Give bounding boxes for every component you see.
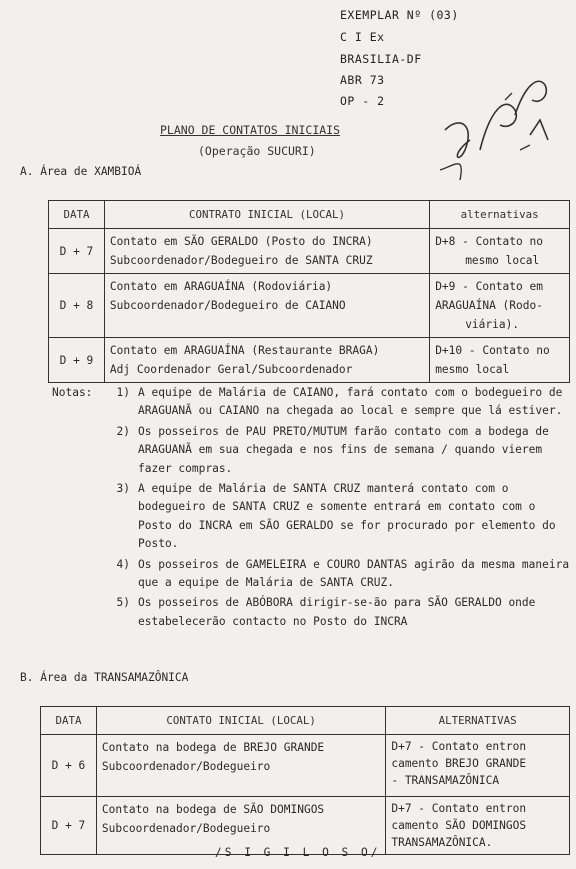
alt-line: D+7 - Contato entron	[391, 740, 527, 753]
row-alternative	[430, 229, 570, 274]
col-header-alternatives: alternativas	[430, 201, 570, 229]
city: BRASILIA-DF	[340, 52, 422, 66]
contact-line: Contato na bodega de BREJO GRANDE	[101, 741, 325, 754]
table-row	[49, 338, 570, 383]
row-contact	[104, 229, 429, 274]
contact-line: Subcoordenador/Bodegueiro de SANTA CRUZ	[109, 254, 373, 267]
notes-label: Notas:	[52, 386, 93, 399]
alt-line: ARAGUAÍNA (Rodo-	[435, 299, 543, 312]
contact-line: Subcoordenador/Bodegueiro	[101, 822, 271, 835]
row-date: D + 8	[49, 274, 105, 338]
row-alternative	[386, 735, 570, 797]
section-b-table	[40, 706, 570, 855]
alt-line: - TRANSAMAZÔNICA	[391, 774, 500, 787]
list-item	[52, 556, 572, 593]
note-number: 5)	[116, 596, 130, 610]
note-text: Os posseiros de PAU PRETO/MUTUM farão contato com a bodega de ARAGUANÃ em sua chegada e nos fins de semana / quando vierem fazer compras.	[138, 424, 549, 475]
col-header-alternatives: ALTERNATIVAS	[386, 707, 570, 735]
contact-line: Contato em ARAGUAÍNA (Rodoviária)	[109, 280, 333, 293]
row-date: D + 7	[49, 229, 105, 274]
section-a-heading: A. Área de XAMBIOÁ	[20, 165, 142, 178]
notes-block	[52, 384, 572, 631]
alt-line: D+8 - Contato no	[435, 235, 543, 248]
row-contact	[104, 274, 429, 338]
list-item	[52, 384, 572, 421]
org-code: C I Ex	[340, 30, 385, 44]
alt-line: D+7 - Contato entron	[391, 802, 527, 815]
doc-date: ABR 73	[340, 73, 385, 87]
classification-stamp: /S I G I L O S O/	[215, 846, 381, 859]
contact-line: Contato em SÃO GERALDO (Posto do INCRA)	[109, 235, 373, 248]
list-item	[52, 480, 572, 554]
row-contact	[104, 338, 429, 383]
row-date: D + 9	[49, 338, 105, 383]
row-alternative	[430, 338, 570, 383]
section-a-table	[48, 200, 570, 383]
contact-line: Contato em ARAGUAÍNA (Restaurante BRAGA)	[109, 344, 380, 357]
alt-line: D+9 - Contato em	[435, 280, 543, 293]
table-row	[41, 735, 570, 797]
table-row	[49, 274, 570, 338]
handwritten-signature	[420, 55, 570, 205]
table-header-row	[41, 707, 570, 735]
note-number: 3)	[116, 482, 130, 496]
page-title: PLANO DE CONTATOS INICIAIS	[160, 123, 341, 137]
alt-line: TRANSAMAZÔNICA.	[391, 836, 493, 849]
note-text: A equipe de Malária de CAIANO, fará contato com o bodegueiro de ARAGUANÃ ou CAIANO na chegada ao local e sempre que lá estiver.	[138, 386, 563, 418]
note-number: 1)	[116, 386, 130, 399]
note-text: Os posseiros de GAMELEIRA e COURO DANTAS agirão da mesma maneira que a equipe de Malária de SANTA CRUZ.	[138, 557, 570, 590]
row-date: D + 7	[41, 797, 97, 855]
alt-line: viária).	[465, 318, 520, 331]
col-header-contact: CONTATO INICIAL (LOCAL)	[96, 707, 385, 735]
contact-line: Subcoordenador/Bodegueiro	[101, 760, 271, 773]
alt-line: mesmo local	[465, 254, 540, 267]
list-item	[52, 423, 572, 478]
col-header-date: DATA	[49, 201, 105, 229]
row-alternative	[386, 797, 570, 855]
alt-line: D+10 - Contato no	[435, 344, 550, 357]
row-alternative	[430, 274, 570, 338]
alt-line: camento SÃO DOMINGOS	[391, 819, 527, 832]
contact-line: Contato na bodega de SÃO DOMINGOS	[101, 803, 325, 816]
alt-line: camento BREJO GRANDE	[391, 757, 527, 770]
list-item	[52, 594, 572, 631]
note-text: Os posseiros de ABÓBORA dirigir-se-ão para SÃO GERALDO onde estabelecerão contacto no Posto do INCRA	[138, 596, 536, 628]
contact-line: Subcoordenador/Bodegueiro de CAIANO	[109, 299, 346, 312]
copy-number: EXEMPLAR Nº (03)	[340, 8, 459, 22]
section-b-heading: B. Área da TRANSAMAZÔNICA	[20, 671, 189, 684]
note-text: A equipe de Malária de SANTA CRUZ manterá contato com o bodegueiro de SANTA CRUZ e somente entrará em contato com o Posto do INCRA em SÃO GERALDO se for procurado por elemento do Posto.	[138, 482, 556, 551]
row-contact	[96, 735, 385, 797]
note-number: 2)	[116, 424, 130, 438]
contact-line: Adj Coordenador Geral/Subcoordenador	[109, 363, 353, 376]
op-code: OP - 2	[340, 94, 385, 108]
row-date: D + 6	[41, 735, 97, 797]
alt-line: mesmo local	[435, 363, 510, 376]
note-number: 4)	[116, 557, 130, 571]
page-subtitle: (Operação SUCURI)	[198, 144, 316, 158]
table-row	[49, 229, 570, 274]
col-header-date: DATA	[41, 707, 97, 735]
col-header-contact: CONTRATO INICIAL (LOCAL)	[104, 201, 429, 229]
table-header-row	[49, 201, 570, 229]
